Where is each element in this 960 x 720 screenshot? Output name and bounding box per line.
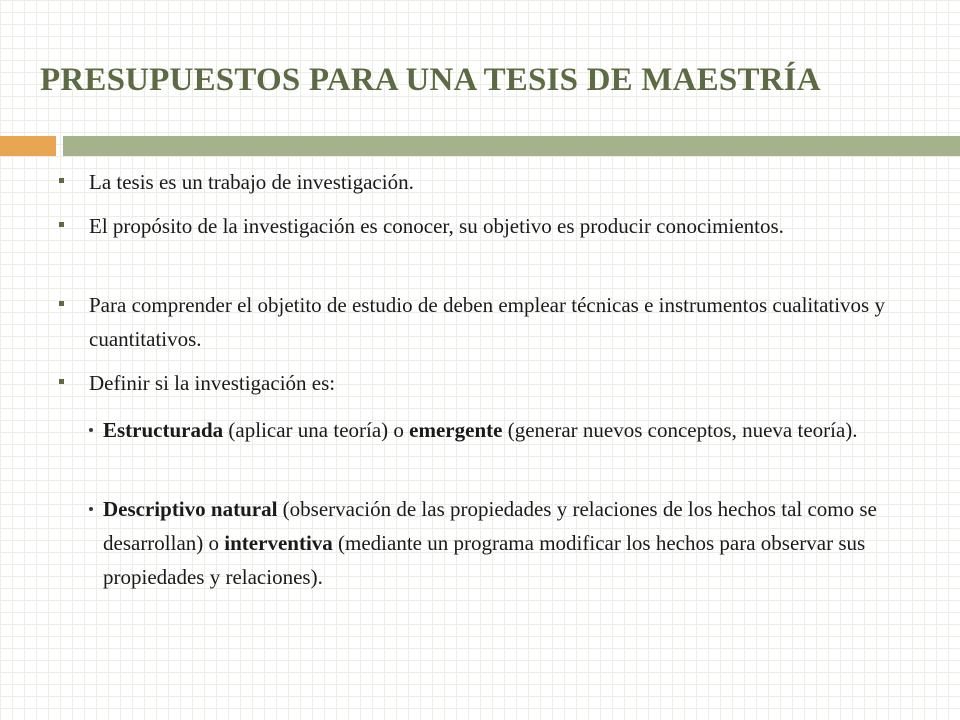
bullet-item [89,288,889,356]
sub-bullet-item [103,492,903,594]
sub-bullet-text: (generar nuevos conceptos, nueva teoría). [502,418,858,442]
square-bullet-icon [59,222,64,227]
bullet-text: Para comprender el objetito de estudio de deben emplear técnicas e instrumentos cualitativos y cuantitativos. [89,293,885,351]
square-bullet-icon [59,379,64,384]
sub-bullet-item [103,413,903,447]
sub-bullet-term: emergente [409,418,503,442]
bullet-item [89,366,889,400]
dot-bullet-icon [89,507,93,511]
square-bullet-icon [59,178,64,183]
sub-bullet-text: (aplicar una teoría) o [223,418,410,442]
sub-bullet-term: Descriptivo natural [103,497,278,521]
bullet-text: La tesis es un trabajo de investigación. [89,170,414,194]
slide-title: PRESUPUESTOS PARA UNA TESIS DE MAESTRÍA [40,62,821,98]
sub-bullet-text: (mediante un programa modificar los hechos para observar sus propiedades y relaciones). [103,531,866,589]
sub-bullet-term: interventiva [224,531,333,555]
bullet-item [89,165,889,199]
dot-bullet-icon [89,428,93,432]
bullet-text: El propósito de la investigación es conocer, su objetivo es producir conocimientos. [89,214,784,238]
square-bullet-icon [59,301,64,306]
sub-bullet-term: Estructurada [103,418,224,442]
bullet-text: Definir si la investigación es: [89,371,336,395]
bullet-item [89,209,889,243]
sub-bullet-text: (observación de las propiedades y relaciones de los hechos tal como se desarrollan) o [103,497,877,555]
